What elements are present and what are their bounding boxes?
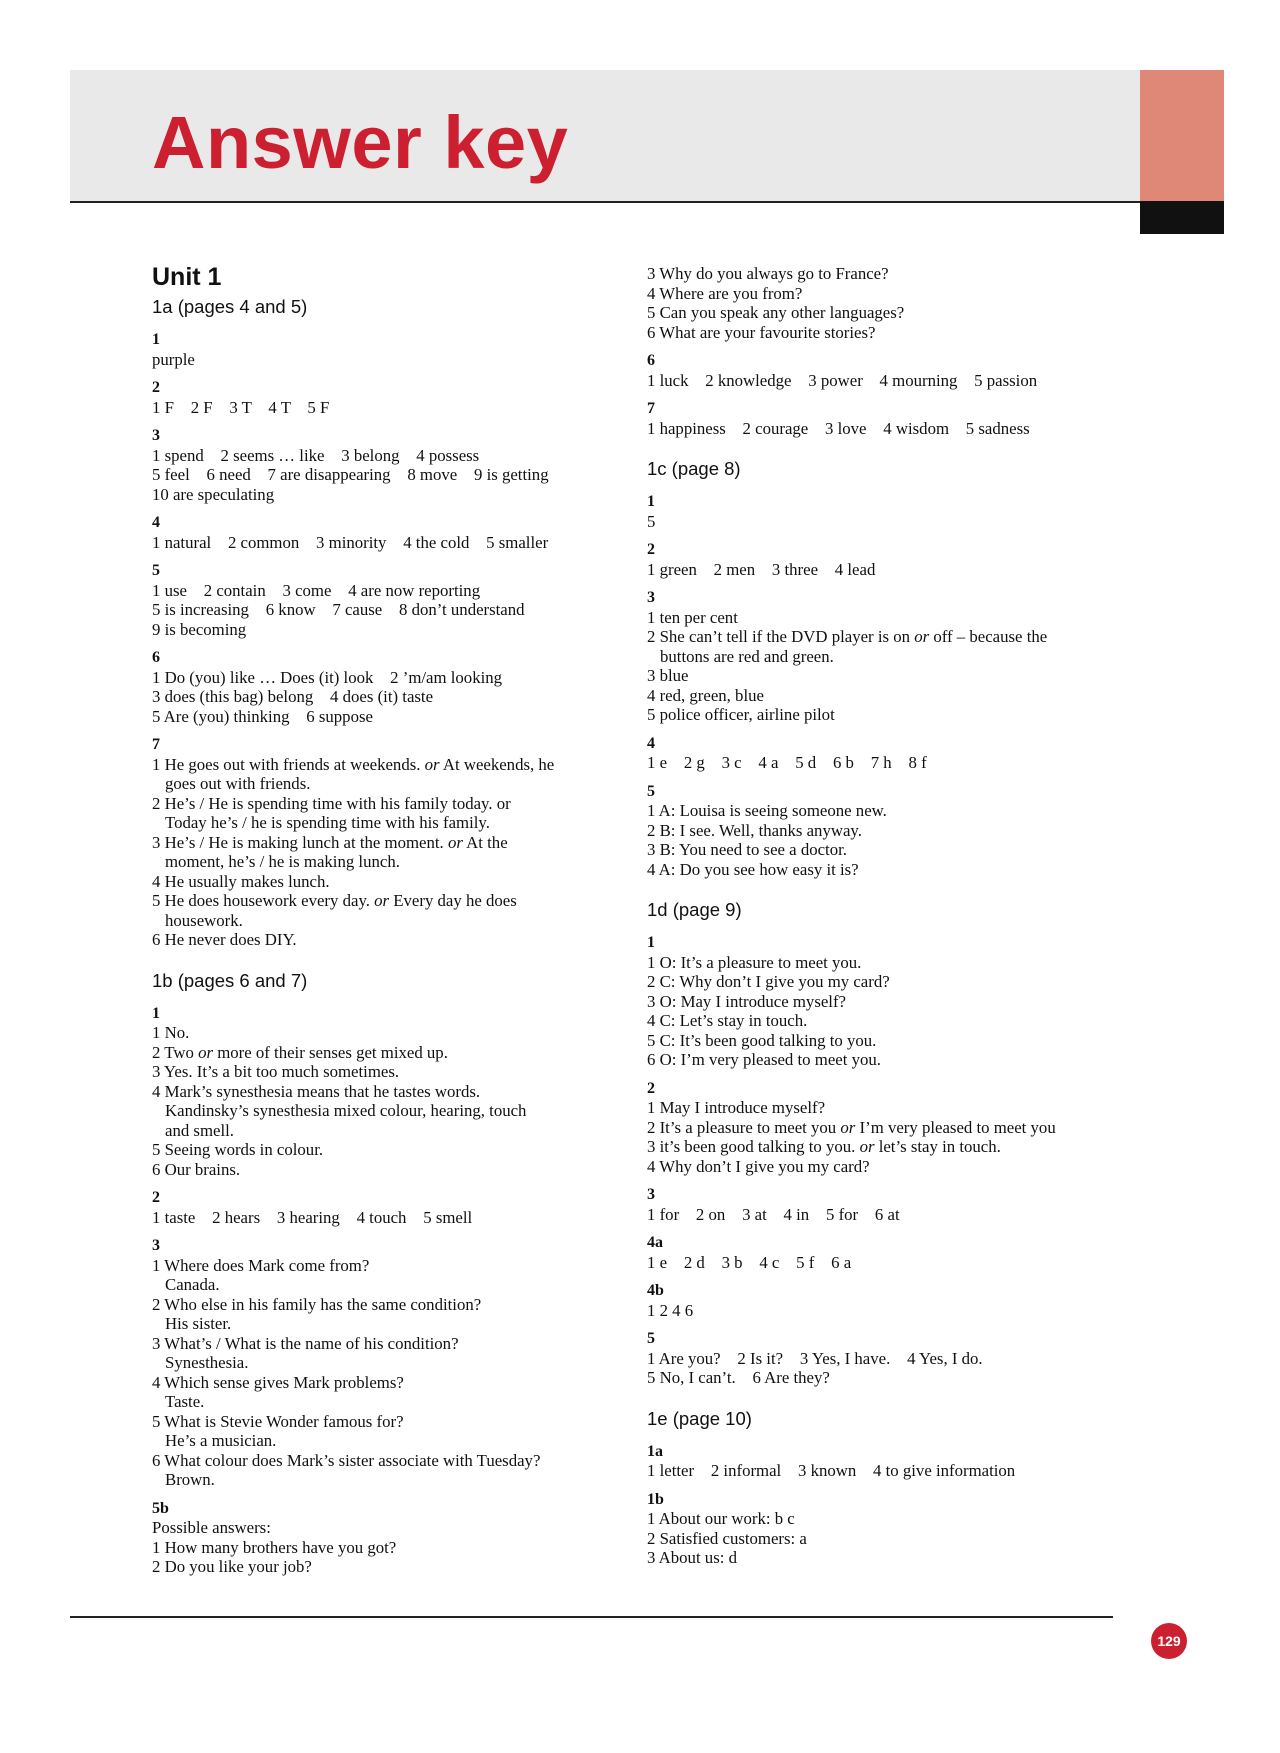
or-connective: or: [198, 1042, 213, 1062]
answer-line: goes out with friends.: [165, 774, 311, 793]
answer-line: 1 Do (you) like … Does (it) look 2 ’m/am looking: [152, 667, 503, 687]
answer-line: 2 Do you like your job?: [152, 1557, 312, 1576]
or-connective: or: [374, 891, 390, 910]
exercise: [152, 648, 622, 726]
answer-line: 5 is increasing 6 know 7 cause 8 don’t understand: [152, 600, 525, 619]
exercise-number: 3: [152, 1237, 160, 1254]
answer-line: 1 2 4 6: [647, 1300, 694, 1320]
exercise: [647, 1079, 1127, 1177]
answer-line: 1 F 2 F 3 T 4 T 5 F: [152, 397, 330, 417]
exercise-number: 4a: [647, 1234, 663, 1251]
exercise: [152, 1188, 622, 1227]
answer-line: 6 Our brains.: [152, 1159, 241, 1179]
exercise-number: 6: [152, 649, 160, 666]
answer-line: 3 He’s / He is making lunch at the moment. or At the: [152, 832, 508, 852]
answer-line: He’s a musician.: [165, 1431, 277, 1450]
exercise-number: 2: [647, 541, 655, 558]
section-title: 1c (page 8): [647, 458, 741, 479]
answer-line: 1 e 2 g 3 c 4 a 5 d 6 b 7 h 8 f: [647, 753, 927, 772]
answer-line: 5 feel 6 need 7 are disappearing 8 move 9 is getting: [152, 465, 549, 484]
footer-rule: [70, 1616, 1113, 1618]
answer-line: 3 About us: d: [647, 1548, 737, 1567]
answer-line: 3 blue: [647, 666, 689, 685]
answer-line: 1 taste 2 hears 3 hearing 4 touch 5 smell: [152, 1207, 473, 1227]
answer-line: 5 No, I can’t. 6 Are they?: [647, 1368, 830, 1387]
exercise-number: 5: [647, 782, 655, 800]
answer-line: 1 e 2 d 3 b 4 c 5 f 6 a: [647, 1252, 852, 1272]
answer-line: 2 She can’t tell if the DVD player is on or off – because the: [647, 627, 1048, 646]
exercise: [647, 351, 1127, 390]
answer-line: 6 He never does DIY.: [152, 930, 297, 949]
answer-line: 5 He does housework every day. or Every day he does: [152, 891, 517, 910]
answer-line: 2 Who else in his family has the same condition?: [152, 1294, 482, 1314]
answer-line: 5: [647, 511, 656, 531]
answer-line: 6 O: I’m very pleased to meet you.: [647, 1050, 881, 1069]
or-connective: or: [424, 754, 440, 774]
exercise: [647, 492, 1127, 531]
section-title: 1e (page 10): [647, 1407, 752, 1429]
answer-line: 3 B: You need to see a doctor.: [647, 840, 847, 859]
exercise-number: 3: [647, 1186, 655, 1203]
answer-line: 3 does (this bag) belong 4 does (it) taste: [152, 687, 434, 706]
exercise: [647, 782, 1127, 880]
exercise: [647, 734, 1127, 773]
exercise-number: 6: [647, 352, 655, 369]
exercise: [647, 540, 1127, 579]
exercise: [647, 399, 1127, 438]
exercise-number: 2: [647, 1079, 655, 1097]
answer-line: 1 ten per cent: [647, 607, 738, 627]
answer-line: 2 Two or more of their senses get mixed up.: [152, 1042, 448, 1062]
answer-line: 4 Where are you from?: [647, 283, 803, 303]
answer-line: 3 it’s been good talking to you. or let’s stay in touch.: [647, 1137, 1001, 1156]
unit-title: Unit 1: [152, 263, 222, 291]
answer-line: 1 natural 2 common 3 minority 4 the cold 5 smaller: [152, 532, 549, 552]
answer-line: 1 for 2 on 3 at 4 in 5 for 6 at: [647, 1204, 900, 1224]
exercise: [152, 1236, 622, 1490]
answer-line: 4 Why don’t I give you my card?: [647, 1156, 870, 1176]
answer-line: 1 luck 2 knowledge 3 power 4 mourning 5 passion: [647, 370, 1038, 390]
answer-line: moment, he’s / he is making lunch.: [165, 852, 400, 871]
answer-line: 10 are speculating: [152, 484, 275, 504]
or-connective: or: [859, 1137, 875, 1156]
answer-line: 1 spend 2 seems … like 3 belong 4 possess: [152, 445, 480, 465]
header-accent-block: [1140, 70, 1224, 201]
answer-line: Possible answers:: [152, 1518, 271, 1537]
answer-line: 6 What are your favourite stories?: [647, 322, 876, 342]
answer-line: 1 Where does Mark come from?: [152, 1255, 370, 1275]
section-title: 1d (page 9): [647, 899, 742, 920]
right-column: [647, 264, 1127, 1577]
exercise: [152, 561, 622, 639]
answer-line: Canada.: [165, 1275, 220, 1294]
exercise: [152, 1499, 622, 1577]
exercise: [152, 1004, 622, 1180]
exercise-number: 3: [152, 427, 160, 444]
exercise: [152, 735, 622, 950]
page-number-badge: 129: [1151, 1623, 1187, 1659]
or-connective: or: [914, 627, 930, 646]
exercise-number: 4: [647, 734, 655, 752]
answer-line: 5 Are (you) thinking 6 suppose: [152, 706, 373, 726]
exercise-number: 1: [152, 1004, 160, 1022]
answer-line: 2 C: Why don’t I give you my card?: [647, 972, 890, 991]
answer-line: 3 O: May I introduce myself?: [647, 991, 846, 1011]
answer-line: 3 Yes. It’s a bit too much sometimes.: [152, 1062, 400, 1081]
exercise: [152, 426, 622, 504]
answer-section: [647, 1408, 1127, 1568]
answer-line: 2 He’s / He is spending time with his family today. or: [152, 793, 511, 813]
answer-line: and smell.: [165, 1120, 234, 1140]
exercise-number: 3: [647, 589, 655, 606]
exercise: [152, 513, 622, 552]
answer-line: 1 He goes out with friends at weekends. or At weekends, he: [152, 754, 555, 774]
exercise-number: 7: [152, 736, 160, 753]
exercise: [152, 330, 622, 369]
exercise-number: 1: [152, 331, 160, 348]
answer-line: 5 C: It’s been good talking to you.: [647, 1030, 877, 1050]
exercise-number: 2: [152, 1189, 160, 1206]
exercise: [647, 264, 1127, 342]
answer-section: [152, 296, 622, 950]
exercise-number: 1: [647, 934, 655, 951]
exercise: [152, 378, 622, 417]
answer-line: 5 What is Stevie Wonder famous for?: [152, 1411, 404, 1431]
answer-line: Synesthesia.: [165, 1353, 249, 1372]
page-title: Answer key: [152, 101, 569, 184]
exercise: [647, 1281, 1127, 1320]
answer-line: 5 Seeing words in colour.: [152, 1140, 324, 1159]
answer-line: 9 is becoming: [152, 619, 247, 639]
answer-line: 6 What colour does Mark’s sister associate with Tuesday?: [152, 1450, 541, 1470]
section-title: 1a (pages 4 and 5): [152, 296, 308, 317]
answer-line: Today he’s / he is spending time with his family.: [165, 813, 490, 832]
answer-line: housework.: [165, 910, 243, 930]
exercise-number: 5: [647, 1330, 655, 1347]
answer-line: 3 What’s / What is the name of his condition?: [152, 1333, 459, 1353]
answer-line: 2 B: I see. Well, thanks anyway.: [647, 820, 862, 840]
answer-line: 5 police officer, airline pilot: [647, 705, 835, 724]
or-connective: or: [447, 832, 463, 852]
left-column: [152, 262, 622, 1586]
header-accent-black-block: [1140, 201, 1224, 234]
section-title: 1b (pages 6 and 7): [152, 969, 308, 991]
answer-line: buttons are red and green.: [660, 646, 834, 666]
exercise: [647, 1442, 1127, 1481]
answer-line: 1 About our work: b c: [647, 1509, 795, 1528]
answer-line: 2 It’s a pleasure to meet you or I’m very pleased to meet you: [647, 1117, 1056, 1137]
answer-line: 5 Can you speak any other languages?: [647, 303, 905, 322]
answer-line: 4 Which sense gives Mark problems?: [152, 1372, 404, 1392]
exercise-number: 7: [647, 400, 655, 417]
right-sections: [647, 264, 1127, 1568]
exercise-number: 4: [152, 514, 160, 531]
answer-line: 1 May I introduce myself?: [647, 1098, 826, 1117]
exercise-number: 5: [152, 562, 160, 579]
answer-line: 4 Mark’s synesthesia means that he tastes words.: [152, 1081, 481, 1101]
answer-line: 4 He usually makes lunch.: [152, 871, 330, 891]
exercise-number: 1: [647, 493, 655, 510]
answer-line: 1 No.: [152, 1023, 190, 1042]
answer-line: Brown.: [165, 1470, 215, 1489]
answer-line: purple: [152, 349, 195, 369]
exercise: [647, 1233, 1127, 1272]
answer-section: [647, 458, 1127, 879]
exercise-number: 1b: [647, 1490, 664, 1508]
answer-line: 1 happiness 2 courage 3 love 4 wisdom 5 sadness: [647, 418, 1030, 438]
answer-section: [647, 899, 1127, 1388]
exercise-number: 5b: [152, 1499, 169, 1517]
answer-line: 1 How many brothers have you got?: [152, 1537, 397, 1557]
exercise: [647, 588, 1127, 725]
answer-section: [647, 264, 1127, 438]
answer-line: 2 Satisfied customers: a: [647, 1528, 807, 1548]
exercise: [647, 1185, 1127, 1224]
header-rule: [70, 201, 1140, 203]
or-connective: or: [840, 1117, 856, 1137]
answer-line: 1 green 2 men 3 three 4 lead: [647, 559, 876, 579]
answer-line: Taste.: [165, 1392, 205, 1411]
answer-line: 1 A: Louisa is seeing someone new.: [647, 801, 887, 820]
answer-line: 1 use 2 contain 3 come 4 are now reporting: [152, 580, 481, 600]
answer-line: 1 letter 2 informal 3 known 4 to give information: [647, 1461, 1016, 1480]
answer-line: 4 red, green, blue: [647, 685, 764, 705]
exercise-number: 2: [152, 379, 160, 396]
left-sections: [152, 296, 622, 1577]
answer-line: Kandinsky’s synesthesia mixed colour, hearing, touch: [165, 1101, 527, 1120]
exercise: [647, 1329, 1127, 1388]
answer-line: 3 Why do you always go to France?: [647, 264, 889, 283]
answer-line: His sister.: [165, 1314, 232, 1333]
answer-line: 4 A: Do you see how easy it is?: [647, 859, 859, 879]
exercise-number: 4b: [647, 1282, 664, 1299]
exercise-number: 1a: [647, 1442, 663, 1460]
exercise: [647, 933, 1127, 1070]
answer-line: 4 C: Let’s stay in touch.: [647, 1011, 808, 1030]
answer-section: [152, 970, 622, 1577]
exercise: [647, 1490, 1127, 1568]
answer-line: 1 O: It’s a pleasure to meet you.: [647, 952, 862, 972]
answer-line: 1 Are you? 2 Is it? 3 Yes, I have. 4 Yes, I do.: [647, 1348, 983, 1368]
